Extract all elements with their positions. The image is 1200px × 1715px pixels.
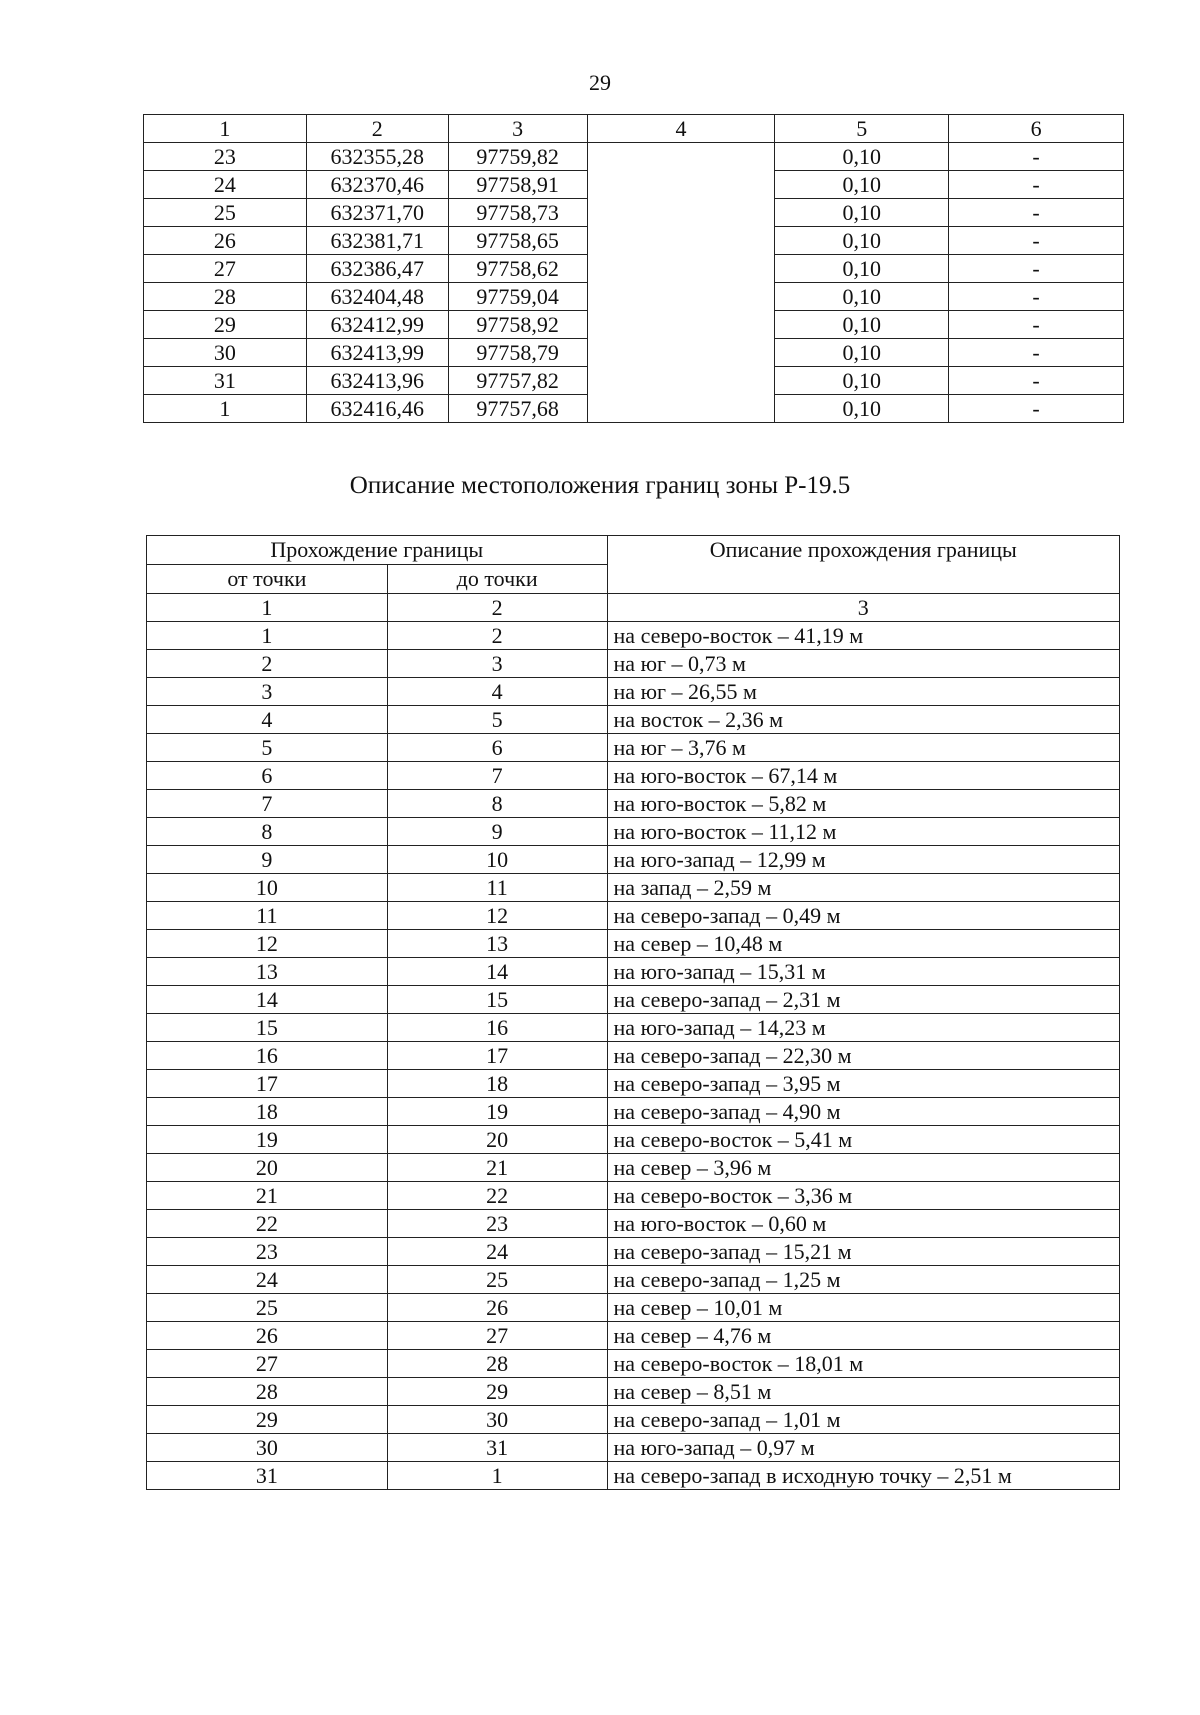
table-row <box>147 678 1120 706</box>
table-cell: - <box>949 311 1124 339</box>
table-cell: 632355,28 <box>306 143 448 171</box>
from-point-cell: 26 <box>147 1322 388 1350</box>
table-row <box>147 1434 1120 1462</box>
table-cell: 0,10 <box>775 339 949 367</box>
column-number-row <box>147 594 1120 622</box>
table-cell: 27 <box>144 255 307 283</box>
description-cell: на юго-восток – 0,60 м <box>607 1210 1119 1238</box>
to-point-cell: 9 <box>387 818 607 846</box>
description-cell: на северо-восток – 3,36 м <box>607 1182 1119 1210</box>
section-title: Описание местоположения границ зоны Р-19.5 <box>349 472 851 499</box>
table-cell: 97758,92 <box>448 311 587 339</box>
description-cell: на север – 8,51 м <box>607 1378 1119 1406</box>
to-point-cell: 21 <box>387 1154 607 1182</box>
description-cell: на северо-запад – 15,21 м <box>607 1238 1119 1266</box>
description-cell: на северо-запад – 22,30 м <box>607 1042 1119 1070</box>
from-point-cell: 3 <box>147 678 388 706</box>
column-number-cell: 3 <box>607 594 1119 622</box>
table-cell: 0,10 <box>775 311 949 339</box>
from-point-cell: 25 <box>147 1294 388 1322</box>
table-cell: 632416,46 <box>306 395 448 423</box>
table-row <box>147 622 1120 650</box>
description-cell: на север – 4,76 м <box>607 1322 1119 1350</box>
from-point-cell: 15 <box>147 1014 388 1042</box>
coords-header-cell: 4 <box>587 115 775 143</box>
from-point-cell: 1 <box>147 622 388 650</box>
table-row <box>147 762 1120 790</box>
table-cell: 0,10 <box>775 143 949 171</box>
from-point-cell: 13 <box>147 958 388 986</box>
table-cell: - <box>949 283 1124 311</box>
table-row <box>147 790 1120 818</box>
coords-header-cell: 5 <box>775 115 949 143</box>
from-point-cell: 7 <box>147 790 388 818</box>
to-point-cell: 19 <box>387 1098 607 1126</box>
table-row <box>147 874 1120 902</box>
table-row <box>147 1210 1120 1238</box>
to-point-cell: 17 <box>387 1042 607 1070</box>
to-point-cell: 20 <box>387 1126 607 1154</box>
to-point-cell: 6 <box>387 734 607 762</box>
description-cell: на север – 3,96 м <box>607 1154 1119 1182</box>
to-point-cell: 22 <box>387 1182 607 1210</box>
to-point-cell: 1 <box>387 1462 607 1490</box>
header-row-group <box>147 536 1120 565</box>
to-point-cell: 2 <box>387 622 607 650</box>
table-cell: 0,10 <box>775 171 949 199</box>
from-point-cell: 24 <box>147 1266 388 1294</box>
description-cell: на восток – 2,36 м <box>607 706 1119 734</box>
to-point-cell: 30 <box>387 1406 607 1434</box>
header-from-point: от точки <box>147 565 388 594</box>
from-point-cell: 22 <box>147 1210 388 1238</box>
table-row <box>147 930 1120 958</box>
to-point-cell: 29 <box>387 1378 607 1406</box>
table-row <box>147 1014 1120 1042</box>
column-number-cell: 1 <box>147 594 388 622</box>
merged-empty-cell <box>587 143 775 423</box>
description-cell: на юг – 26,55 м <box>607 678 1119 706</box>
table-row <box>147 1350 1120 1378</box>
to-point-cell: 24 <box>387 1238 607 1266</box>
from-point-cell: 2 <box>147 650 388 678</box>
description-cell: на юго-запад – 0,97 м <box>607 1434 1119 1462</box>
table-cell: - <box>949 171 1124 199</box>
table-cell: 31 <box>144 367 307 395</box>
description-cell: на север – 10,01 м <box>607 1294 1119 1322</box>
table-cell: 97757,82 <box>448 367 587 395</box>
table-row <box>147 986 1120 1014</box>
description-cell: на северо-запад в исходную точку – 2,51 м <box>607 1462 1119 1490</box>
from-point-cell: 6 <box>147 762 388 790</box>
coords-header-cell: 6 <box>949 115 1124 143</box>
coords-header-cell: 3 <box>448 115 587 143</box>
to-point-cell: 16 <box>387 1014 607 1042</box>
table-row <box>147 1322 1120 1350</box>
description-cell: на северо-запад – 1,01 м <box>607 1406 1119 1434</box>
table-cell: 632413,99 <box>306 339 448 367</box>
table-row <box>147 958 1120 986</box>
from-point-cell: 11 <box>147 902 388 930</box>
table-cell: 97758,91 <box>448 171 587 199</box>
column-number-cell: 2 <box>387 594 607 622</box>
table-cell: - <box>949 395 1124 423</box>
from-point-cell: 17 <box>147 1070 388 1098</box>
table-row <box>147 1378 1120 1406</box>
table-cell: 632413,96 <box>306 367 448 395</box>
page-number: 29 <box>589 70 611 95</box>
coords-header-row <box>144 115 1124 143</box>
table-row <box>147 1238 1120 1266</box>
from-point-cell: 29 <box>147 1406 388 1434</box>
from-point-cell: 18 <box>147 1098 388 1126</box>
table-row <box>147 1294 1120 1322</box>
from-point-cell: 4 <box>147 706 388 734</box>
to-point-cell: 11 <box>387 874 607 902</box>
header-to-point: до точки <box>387 565 607 594</box>
table-cell: - <box>949 199 1124 227</box>
table-cell: 632404,48 <box>306 283 448 311</box>
to-point-cell: 8 <box>387 790 607 818</box>
table-cell: 0,10 <box>775 395 949 423</box>
description-cell: на юго-запад – 14,23 м <box>607 1014 1119 1042</box>
table-cell: 97758,62 <box>448 255 587 283</box>
from-point-cell: 14 <box>147 986 388 1014</box>
table-cell: 97758,79 <box>448 339 587 367</box>
from-point-cell: 23 <box>147 1238 388 1266</box>
from-point-cell: 16 <box>147 1042 388 1070</box>
table-cell: 0,10 <box>775 283 949 311</box>
table-row <box>147 706 1120 734</box>
table-row <box>147 1042 1120 1070</box>
to-point-cell: 28 <box>387 1350 607 1378</box>
table-cell: 97759,82 <box>448 143 587 171</box>
coords-header-cell: 2 <box>306 115 448 143</box>
description-cell: на юго-восток – 11,12 м <box>607 818 1119 846</box>
to-point-cell: 10 <box>387 846 607 874</box>
table-cell: 0,10 <box>775 199 949 227</box>
table-cell: 0,10 <box>775 227 949 255</box>
table-cell: 30 <box>144 339 307 367</box>
description-cell: на северо-запад – 3,95 м <box>607 1070 1119 1098</box>
description-cell: на северо-восток – 5,41 м <box>607 1126 1119 1154</box>
to-point-cell: 3 <box>387 650 607 678</box>
table-row <box>147 1182 1120 1210</box>
to-point-cell: 13 <box>387 930 607 958</box>
table-cell: 0,10 <box>775 255 949 283</box>
description-cell: на юг – 0,73 м <box>607 650 1119 678</box>
to-point-cell: 27 <box>387 1322 607 1350</box>
table-cell: 25 <box>144 199 307 227</box>
table-row <box>147 1462 1120 1490</box>
description-cell: на юго-запад – 15,31 м <box>607 958 1119 986</box>
boundary-description-table <box>146 535 1120 1490</box>
table-cell: 632381,71 <box>306 227 448 255</box>
from-point-cell: 31 <box>147 1462 388 1490</box>
from-point-cell: 9 <box>147 846 388 874</box>
from-point-cell: 10 <box>147 874 388 902</box>
table-row <box>147 734 1120 762</box>
table-cell: 23 <box>144 143 307 171</box>
table-cell: 97757,68 <box>448 395 587 423</box>
description-cell: на северо-запад – 2,31 м <box>607 986 1119 1014</box>
from-point-cell: 19 <box>147 1126 388 1154</box>
from-point-cell: 12 <box>147 930 388 958</box>
description-cell: на северо-восток – 41,19 м <box>607 622 1119 650</box>
table-cell: 632412,99 <box>306 311 448 339</box>
table-cell: 97759,04 <box>448 283 587 311</box>
description-cell: на северо-запад – 1,25 м <box>607 1266 1119 1294</box>
table-row <box>147 1098 1120 1126</box>
to-point-cell: 4 <box>387 678 607 706</box>
description-cell: на северо-запад – 0,49 м <box>607 902 1119 930</box>
to-point-cell: 26 <box>387 1294 607 1322</box>
to-point-cell: 7 <box>387 762 607 790</box>
from-point-cell: 5 <box>147 734 388 762</box>
description-cell: на северо-восток – 18,01 м <box>607 1350 1119 1378</box>
to-point-cell: 12 <box>387 902 607 930</box>
table-cell: 632386,47 <box>306 255 448 283</box>
table-cell: 1 <box>144 395 307 423</box>
description-cell: на юго-запад – 12,99 м <box>607 846 1119 874</box>
table-cell: 29 <box>144 311 307 339</box>
table-row <box>147 902 1120 930</box>
to-point-cell: 14 <box>387 958 607 986</box>
description-cell: на юго-восток – 5,82 м <box>607 790 1119 818</box>
table-row <box>147 1406 1120 1434</box>
header-description: Описание прохождения границы <box>607 536 1119 594</box>
from-point-cell: 8 <box>147 818 388 846</box>
description-cell: на северо-запад – 4,90 м <box>607 1098 1119 1126</box>
table-row <box>147 650 1120 678</box>
table-cell: - <box>949 143 1124 171</box>
table-row <box>147 1126 1120 1154</box>
table-cell: 24 <box>144 171 307 199</box>
coords-header-cell: 1 <box>144 115 307 143</box>
table-cell: 97758,73 <box>448 199 587 227</box>
table-row <box>147 818 1120 846</box>
to-point-cell: 18 <box>387 1070 607 1098</box>
table-cell: 632370,46 <box>306 171 448 199</box>
from-point-cell: 27 <box>147 1350 388 1378</box>
table-cell: 632371,70 <box>306 199 448 227</box>
to-point-cell: 15 <box>387 986 607 1014</box>
to-point-cell: 5 <box>387 706 607 734</box>
from-point-cell: 28 <box>147 1378 388 1406</box>
table-cell: 28 <box>144 283 307 311</box>
table-cell: - <box>949 255 1124 283</box>
table-row <box>147 1266 1120 1294</box>
table-row <box>144 143 1124 171</box>
from-point-cell: 21 <box>147 1182 388 1210</box>
description-cell: на запад – 2,59 м <box>607 874 1119 902</box>
description-cell: на юг – 3,76 м <box>607 734 1119 762</box>
description-cell: на юго-восток – 67,14 м <box>607 762 1119 790</box>
from-point-cell: 30 <box>147 1434 388 1462</box>
table-row <box>147 846 1120 874</box>
description-cell: на север – 10,48 м <box>607 930 1119 958</box>
header-boundary-passage: Прохождение границы <box>147 536 608 565</box>
to-point-cell: 31 <box>387 1434 607 1462</box>
to-point-cell: 23 <box>387 1210 607 1238</box>
table-cell: - <box>949 227 1124 255</box>
coordinates-table <box>143 114 1124 423</box>
table-row <box>147 1070 1120 1098</box>
table-cell: - <box>949 339 1124 367</box>
table-cell: 26 <box>144 227 307 255</box>
from-point-cell: 20 <box>147 1154 388 1182</box>
table-cell: 0,10 <box>775 367 949 395</box>
table-row <box>147 1154 1120 1182</box>
table-cell: 97758,65 <box>448 227 587 255</box>
table-cell: - <box>949 367 1124 395</box>
to-point-cell: 25 <box>387 1266 607 1294</box>
